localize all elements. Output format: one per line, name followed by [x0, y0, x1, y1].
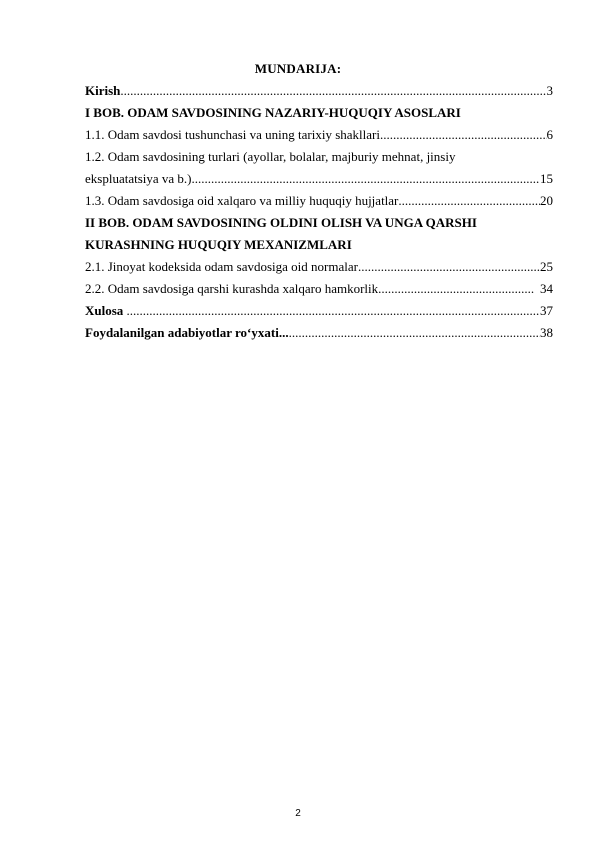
toc-entry-text: Kirish: [85, 83, 121, 98]
dot-leader: [378, 278, 534, 300]
toc-entry-text: 1.3. Odam savdosiga oid xalqaro va milliy huquqiy hujjatlar: [85, 193, 399, 208]
dot-leader: [398, 190, 540, 212]
toc-entry-page: 3: [546, 83, 553, 98]
toc-entry-text: Xulosa: [85, 303, 127, 318]
toc-chapter-2-line2[interactable]: KURASHNING HUQUQIY MEXANIZMLARI: [85, 237, 352, 252]
table-of-contents: [85, 80, 553, 344]
dot-leader: [120, 80, 546, 102]
dot-leader: [289, 322, 540, 344]
toc-entry-text: 2.2. Odam savdosiga qarshi kurashda xalqaro hamkorlik: [85, 281, 379, 296]
dot-leader: [358, 256, 540, 278]
page-number: 2: [295, 808, 301, 819]
toc-entry-text: 1.1. Odam savdosi tushunchasi va uning tarixiy shakllari: [85, 127, 380, 142]
toc-entry-page: 20: [540, 193, 553, 208]
toc-entry-1-3[interactable]: [85, 190, 553, 212]
toc-entry-text: 2.1. Jinoyat kodeksida odam savdosiga oid normalar: [85, 259, 358, 274]
toc-entry-page: 6: [546, 127, 553, 142]
toc-entry-2-2[interactable]: [85, 278, 553, 300]
toc-entry-text: ekspluatatsiya va b.): [85, 171, 192, 186]
toc-entry-page: 25: [540, 259, 553, 274]
toc-title: MUNDARIJA:: [254, 61, 342, 76]
toc-entry-2-1[interactable]: [85, 256, 553, 278]
toc-entry-page: 15: [540, 171, 553, 186]
toc-entry-text: Foydalanilgan adabiyotlar ro‘yxati...: [85, 325, 289, 340]
toc-entry-1-2-line2[interactable]: [85, 168, 553, 190]
toc-entry-page: 37: [540, 303, 553, 318]
toc-chapter-2-line1[interactable]: II BOB. ODAM SAVDOSINING OLDINI OLISH VA UNGA QARSHI: [85, 215, 477, 230]
toc-entry-1-2-line1[interactable]: 1.2. Odam savdosining turlari (ayollar, bolalar, majburiy mehnat, jinsiy: [85, 149, 456, 164]
toc-entry-adabiyotlar[interactable]: [85, 322, 553, 344]
dot-leader: [192, 168, 541, 190]
toc-entry-page: 38: [540, 325, 553, 340]
toc-entry-kirish[interactable]: [85, 80, 553, 102]
toc-entry-1-1[interactable]: [85, 124, 553, 146]
toc-chapter-1[interactable]: I BOB. ODAM SAVDOSINING NAZARIY-HUQUQIY ASOSLARI: [85, 105, 461, 120]
toc-entry-xulosa[interactable]: [85, 300, 553, 322]
dot-leader: [127, 300, 540, 322]
dot-leader: [380, 124, 547, 146]
toc-entry-page: 34: [540, 281, 553, 296]
